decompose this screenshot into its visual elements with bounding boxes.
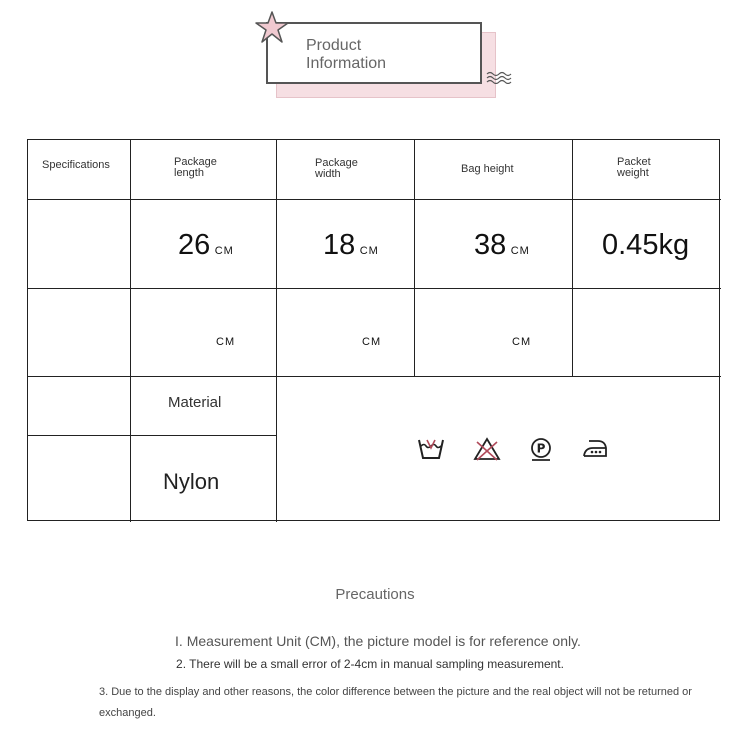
spec-table [27,139,720,521]
do-not-bleach-icon [473,436,501,462]
height-value [474,229,530,262]
width-number: 18 [323,229,356,261]
weight-value: 0.45kg [602,229,690,261]
section-title: Product Information [306,37,387,72]
length-unit: CM [214,245,234,257]
height-unit: CM [510,245,530,257]
width-value [323,229,379,262]
header-specifications: Specifications [42,159,110,171]
table-divider [28,288,721,289]
table-divider [414,140,415,376]
table-divider [130,140,131,522]
precautions-title: Precautions [335,586,415,603]
header-bag-height: Bag height [461,163,514,175]
header-card [266,22,482,84]
precaution-item: 3. Due to the display and other reasons, the color difference between the picture and the real object will not be returned or exchanged. [99,686,692,719]
table-divider [28,376,721,377]
width-unit: CM [359,245,379,257]
length-value [178,229,234,262]
header-packet-weight: Packet weight [617,156,651,179]
wave-icon [486,70,514,84]
hand-wash-icon [417,436,445,462]
dry-clean-p-icon [529,436,553,462]
care-icons [417,436,609,462]
length-number: 26 [178,229,211,261]
iron-low-heat-icon [581,436,609,460]
svg-text:P: P [536,441,546,456]
table-divider [276,140,277,522]
precaution-item: I. Measurement Unit (CM), the picture model is for reference only. [175,633,581,649]
table-divider [572,140,573,376]
header-package-length: Package length [174,156,217,179]
material-label: Material [168,394,222,411]
table-divider [28,435,276,436]
width-unit-empty: CM [362,336,382,348]
table-divider [28,199,721,200]
star-icon [254,10,290,44]
height-unit-empty: CM [512,336,532,348]
height-number: 38 [474,229,507,261]
precaution-item: 2. There will be a small error of 2-4cm in manual sampling measurement. [176,657,564,671]
header-package-width: Package width [315,157,358,180]
length-unit-empty: CM [216,336,236,348]
material-value: Nylon [163,469,220,494]
